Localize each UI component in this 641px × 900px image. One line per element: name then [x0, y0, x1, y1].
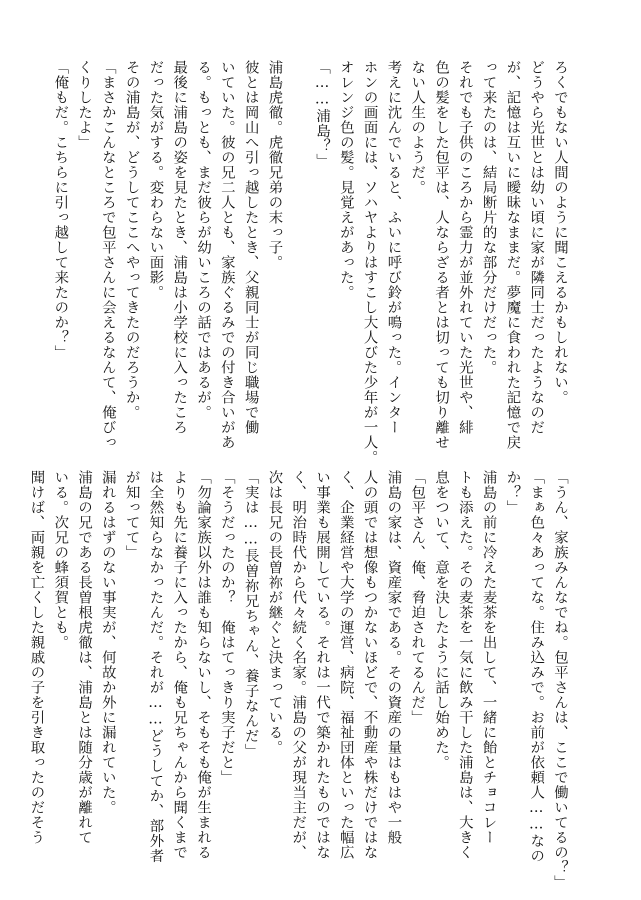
text-line: いる。次兄の蜂須賀とも。: [52, 470, 69, 650]
upper-text-block: [52, 60, 571, 465]
text-line: それでも子供のころから霊力が並外れていた光世や、緋: [456, 60, 473, 435]
text-line: 息をついて、意を決したように話し始めた。: [433, 470, 450, 770]
text-line: 「……浦島？」: [314, 60, 331, 169]
text-line: い事業も展開している。それは一代で築かれたものではな: [314, 470, 331, 860]
text-line: って来たのは、結局断片的な部分だけだった。: [480, 60, 497, 375]
text-line: [285, 60, 309, 440]
text-line: 「勿論家族以外は誰も知らないし、そもそも俺が生まれる: [195, 470, 212, 860]
text-line: だった気がする。変わらない面影。: [147, 60, 164, 300]
text-line: が、記憶は互いに曖昧なままだ。夢魔に食われた記憶で戻: [504, 60, 521, 450]
text-line: 「包平さん、俺、脅迫されてるんだ」: [409, 470, 426, 725]
text-line: 彼とは岡山へ引っ越したとき、父親同士が同じ職場で働: [242, 60, 259, 435]
text-line: 人の頭では想像もつかないほどで、不動産や株だけではな: [361, 470, 378, 860]
text-line: いていた。彼の兄二人とも、家族ぐるみでの付き合いがあ: [218, 60, 235, 450]
text-line: 次は長兄の長曽祢が継ぐと決まっている。: [266, 470, 283, 755]
text-line: る。もっとも、まだ彼らが幼いころの話ではあるが。: [195, 60, 212, 420]
text-line: 色の髪をした包平は、人ならざる者とは切っても切り離せ: [433, 60, 450, 450]
text-line: 聞けば、両親を亡くした親戚の子を引き取ったのだそう: [28, 470, 45, 845]
text-line: く、企業経営や大学の運営、病院、福祉団体といった幅広: [337, 470, 354, 860]
text-line: どうやら光世とは幼い頃に家が隣同士だったようなのだ: [528, 60, 545, 435]
text-line: くりしたよ」: [76, 60, 93, 150]
text-line: 浦島の前に冷えた麦茶を出して、一緒に飴とチョコレー: [480, 470, 497, 845]
text-line: トも添えた。その麦茶を一気に飲み干した浦島は、大きく: [456, 470, 473, 860]
text-line: オレンジ色の髪。見覚えがあった。: [337, 60, 354, 300]
lower-text-block: [28, 470, 571, 890]
text-line: 最後に浦島の姿を見たとき、浦島は小学校に入ったころ: [171, 60, 188, 435]
text-line: 浦島虎徹。虎徹兄弟の末っ子。: [266, 60, 283, 270]
text-line: ホンの画面には、ソハヤよりはすこし大人びた少年が一人。: [361, 60, 378, 465]
text-line: か？」: [504, 470, 521, 515]
text-line: く、明治時代から代々続く名家。浦島の父が現当主だが、: [290, 470, 307, 860]
text-line: 「実は……長曽祢兄ちゃん、養子なんだ」: [242, 470, 259, 759]
text-line: 漏れるはずのない事実が、何故か外に漏れていた。: [99, 470, 116, 815]
text-line: ろくでもない人間のように聞こえるかもしれない。: [552, 60, 568, 405]
text-line: 考えに沈んでいると、ふいに呼び鈴が鳴った。インター: [385, 60, 402, 435]
text-line: 「まぁ色々あってな。住み込みで。お前が依頼人……なの: [528, 470, 545, 864]
text-line: 浦島の兄である長曽根虎徹は、浦島とは随分歳が離れて: [76, 470, 93, 845]
text-line: は全然知らなかったんだ。それが……どうしてか、部外者: [147, 470, 164, 864]
text-line: 「そうだったのか？ 俺はてっきり実子だと」: [218, 470, 235, 785]
text-line: 「うん、家族みんなでね。包平さんは、ここで働いてるの？」: [552, 470, 568, 890]
text-line: その浦島が、どうしてここへやってきたのだろうか。: [123, 60, 140, 420]
text-line: が知ってて」: [123, 470, 140, 560]
text-line: 浦島の家は、資産家である。その資産の量はもはや一般: [385, 470, 402, 845]
text-line: よりも先に養子に入ったから、俺も兄ちゃんから聞くまで: [171, 470, 188, 860]
text-line: 「まさかこんなところで包平さんに会えるなんて、俺びっ: [99, 60, 116, 450]
text-line: 「俺もだ。こちらに引っ越して来たのか？」: [52, 60, 69, 360]
text-line: ない人生のようだ。: [409, 60, 426, 195]
